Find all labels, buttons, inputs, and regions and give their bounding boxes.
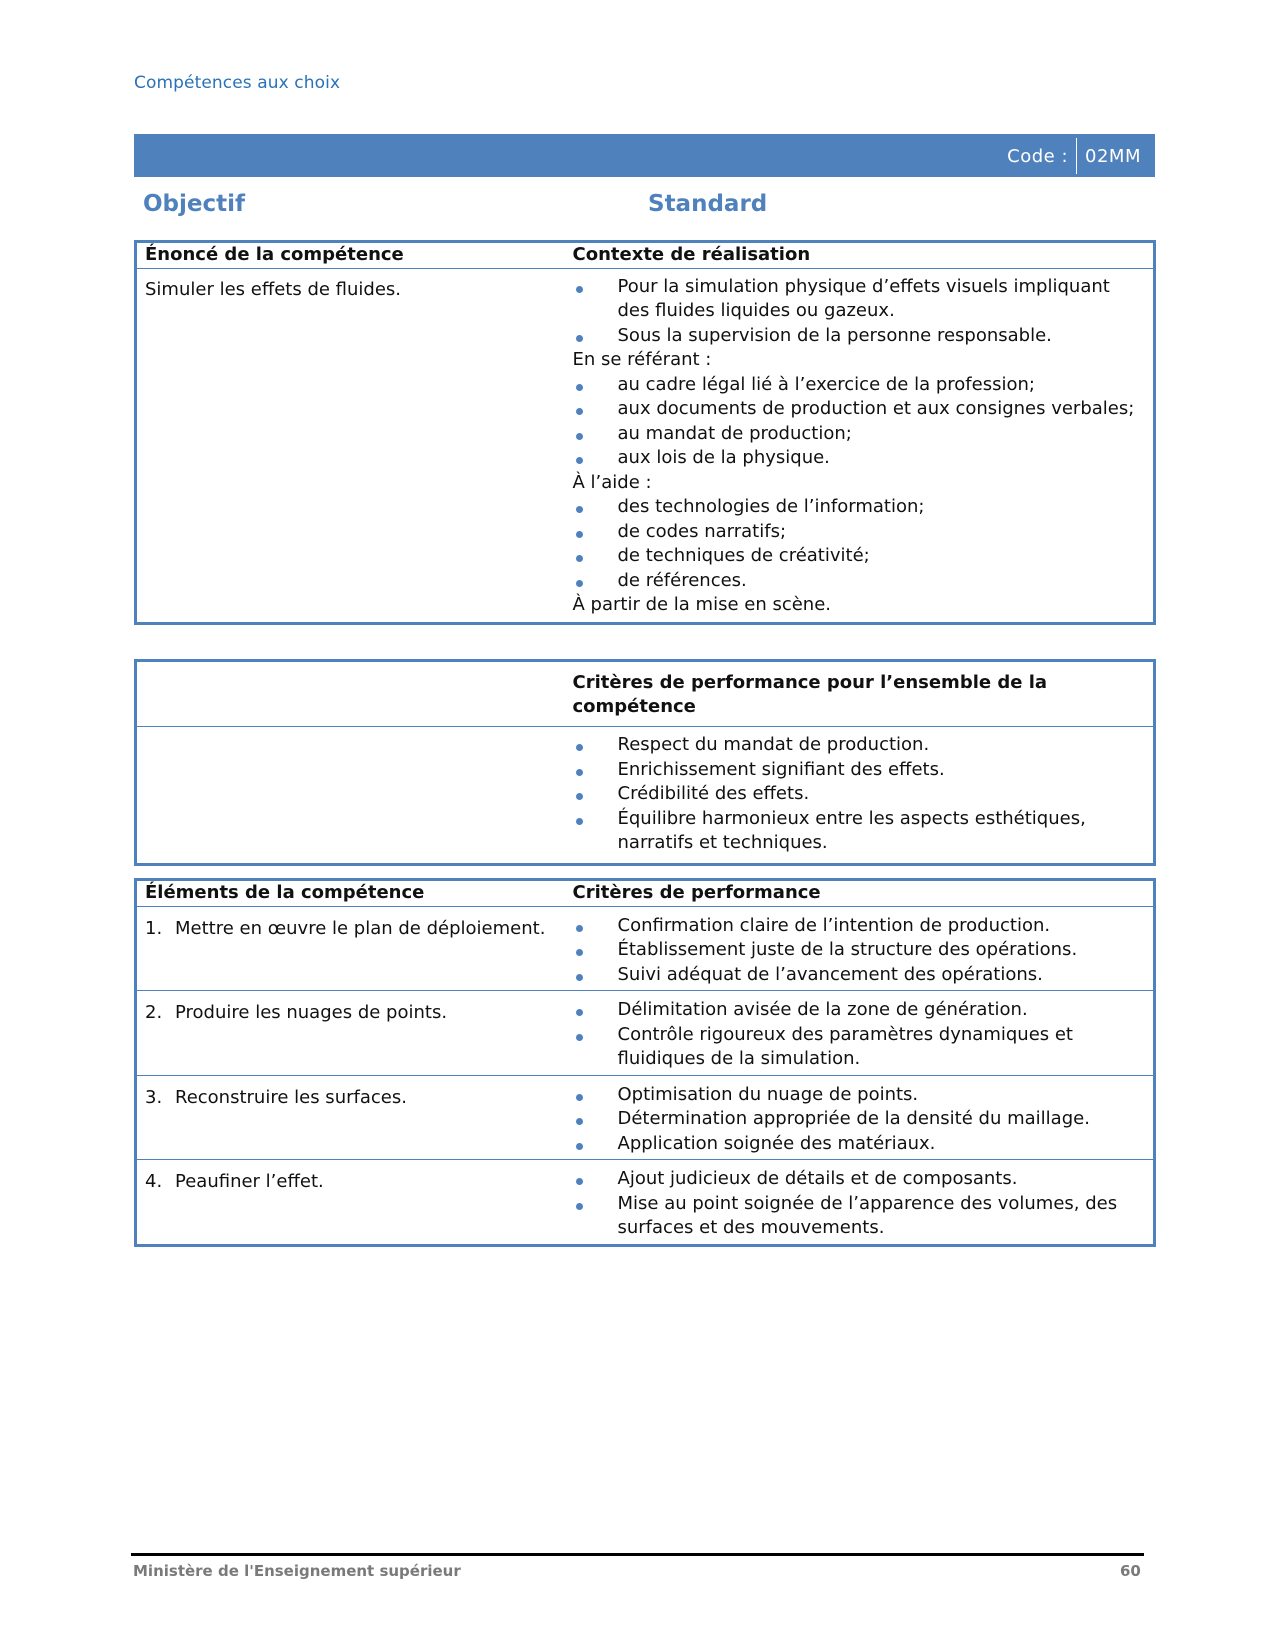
list-item: Délimitation avisée de la zone de génération. bbox=[573, 998, 1146, 1023]
element-number: 4. bbox=[145, 1171, 163, 1192]
contexte-header: Contexte de réalisation bbox=[572, 244, 811, 265]
list-item: Crédibilité des effets. bbox=[573, 782, 1146, 807]
contexte-list-a bbox=[573, 275, 1146, 349]
criteria-cell bbox=[565, 1075, 1155, 1160]
element-text: Peaufiner l’effet. bbox=[175, 1171, 324, 1192]
criteres-ensemble-cell bbox=[565, 727, 1155, 865]
table-row bbox=[136, 268, 1155, 623]
list-item: Application soignée des matériaux. bbox=[573, 1132, 1146, 1157]
table-header-row bbox=[136, 880, 1155, 907]
criteres-ensemble-table bbox=[134, 659, 1156, 866]
table-header-row bbox=[136, 242, 1155, 269]
contexte-list-c bbox=[573, 495, 1146, 593]
criteria-cell bbox=[565, 906, 1155, 991]
list-item: de techniques de créativité; bbox=[573, 544, 1146, 569]
list-item: aux documents de production et aux consignes verbales; bbox=[573, 397, 1146, 422]
code-label: Code : bbox=[1007, 145, 1069, 167]
list-item: Confirmation claire de l’intention de production. bbox=[573, 914, 1146, 939]
enonce-header: Énoncé de la compétence bbox=[145, 244, 404, 265]
list-item: de références. bbox=[573, 569, 1146, 594]
section-title-standard: Standard bbox=[648, 191, 768, 217]
contexte-closing: À partir de la mise en scène. bbox=[572, 594, 832, 615]
criteres-ensemble-list bbox=[573, 733, 1146, 856]
list-item: de codes narratifs; bbox=[573, 520, 1146, 545]
criteria-cell bbox=[565, 991, 1155, 1076]
list-item: Optimisation du nuage de points. bbox=[573, 1083, 1146, 1108]
element-number: 3. bbox=[145, 1086, 163, 1108]
empty-cell bbox=[136, 727, 565, 865]
running-header-title: Compétences aux choix bbox=[134, 73, 341, 93]
code-value: 02MM bbox=[1085, 145, 1141, 167]
contexte-list-b bbox=[573, 373, 1146, 471]
elements-criteres-table bbox=[134, 878, 1156, 1247]
code-banner bbox=[134, 134, 1155, 177]
list-item: Équilibre harmonieux entre les aspects esthétiques, narratifs et techniques. bbox=[573, 807, 1146, 856]
contexte-lead-aide: À l’aide : bbox=[572, 471, 652, 493]
contexte-cell bbox=[565, 268, 1155, 623]
footer-publisher: Ministère de l'Enseignement supérieur bbox=[133, 1562, 461, 1580]
code-divider bbox=[1076, 138, 1077, 174]
element-cell bbox=[136, 906, 565, 991]
element-cell bbox=[136, 991, 565, 1076]
list-item: au cadre légal lié à l’exercice de la profession; bbox=[573, 373, 1146, 398]
table-row bbox=[136, 1075, 1155, 1160]
element-text: Mettre en œuvre le plan de déploiement. bbox=[175, 917, 546, 939]
section-title-objectif: Objectif bbox=[143, 191, 246, 217]
element-cell bbox=[136, 1160, 565, 1246]
list-item: Contrôle rigoureux des paramètres dynamiques et fluidiques de la simulation. bbox=[573, 1023, 1146, 1072]
list-item: Détermination appropriée de la densité du maillage. bbox=[573, 1107, 1146, 1132]
element-text: Produire les nuages de points. bbox=[175, 1002, 448, 1023]
page-number: 60 bbox=[1120, 1562, 1141, 1580]
contexte-lead-referant: En se référant : bbox=[572, 349, 712, 370]
table-row bbox=[136, 727, 1155, 865]
enonce-text: Simuler les effets de fluides. bbox=[136, 268, 565, 623]
criteres-ensemble-header: Critères de performance pour l’ensemble de la compétence bbox=[572, 672, 1048, 717]
table-row bbox=[136, 991, 1155, 1076]
list-item: au mandat de production; bbox=[573, 422, 1146, 447]
empty-header-cell bbox=[136, 661, 565, 727]
list-item: Enrichissement signifiant des effets. bbox=[573, 758, 1146, 783]
enonce-contexte-table bbox=[134, 240, 1156, 625]
elements-header: Éléments de la compétence bbox=[145, 882, 425, 903]
list-item: Suivi adéquat de l’avancement des opérations. bbox=[573, 963, 1146, 988]
element-text: Reconstruire les surfaces. bbox=[175, 1086, 407, 1108]
competency-code bbox=[1007, 141, 1141, 171]
table-row bbox=[136, 906, 1155, 991]
element-number: 2. bbox=[145, 1002, 163, 1023]
criteres-header: Critères de performance bbox=[572, 882, 821, 903]
footer-divider bbox=[131, 1553, 1144, 1556]
element-number: 1. bbox=[145, 917, 163, 939]
list-item: Sous la supervision de la personne responsable. bbox=[573, 324, 1146, 349]
element-cell bbox=[136, 1075, 565, 1160]
table-row bbox=[136, 1160, 1155, 1246]
criteria-cell bbox=[565, 1160, 1155, 1246]
list-item: Mise au point soignée de l’apparence des volumes, des surfaces et des mouvements. bbox=[573, 1192, 1146, 1241]
list-item: Pour la simulation physique d’effets visuels impliquant des fluides liquides ou gazeux. bbox=[573, 275, 1146, 324]
list-item: aux lois de la physique. bbox=[573, 446, 1146, 471]
list-item: Établissement juste de la structure des opérations. bbox=[573, 938, 1146, 963]
table-header-row bbox=[136, 661, 1155, 727]
list-item: Ajout judicieux de détails et de composants. bbox=[573, 1167, 1146, 1192]
list-item: des technologies de l’information; bbox=[573, 495, 1146, 520]
list-item: Respect du mandat de production. bbox=[573, 733, 1146, 758]
